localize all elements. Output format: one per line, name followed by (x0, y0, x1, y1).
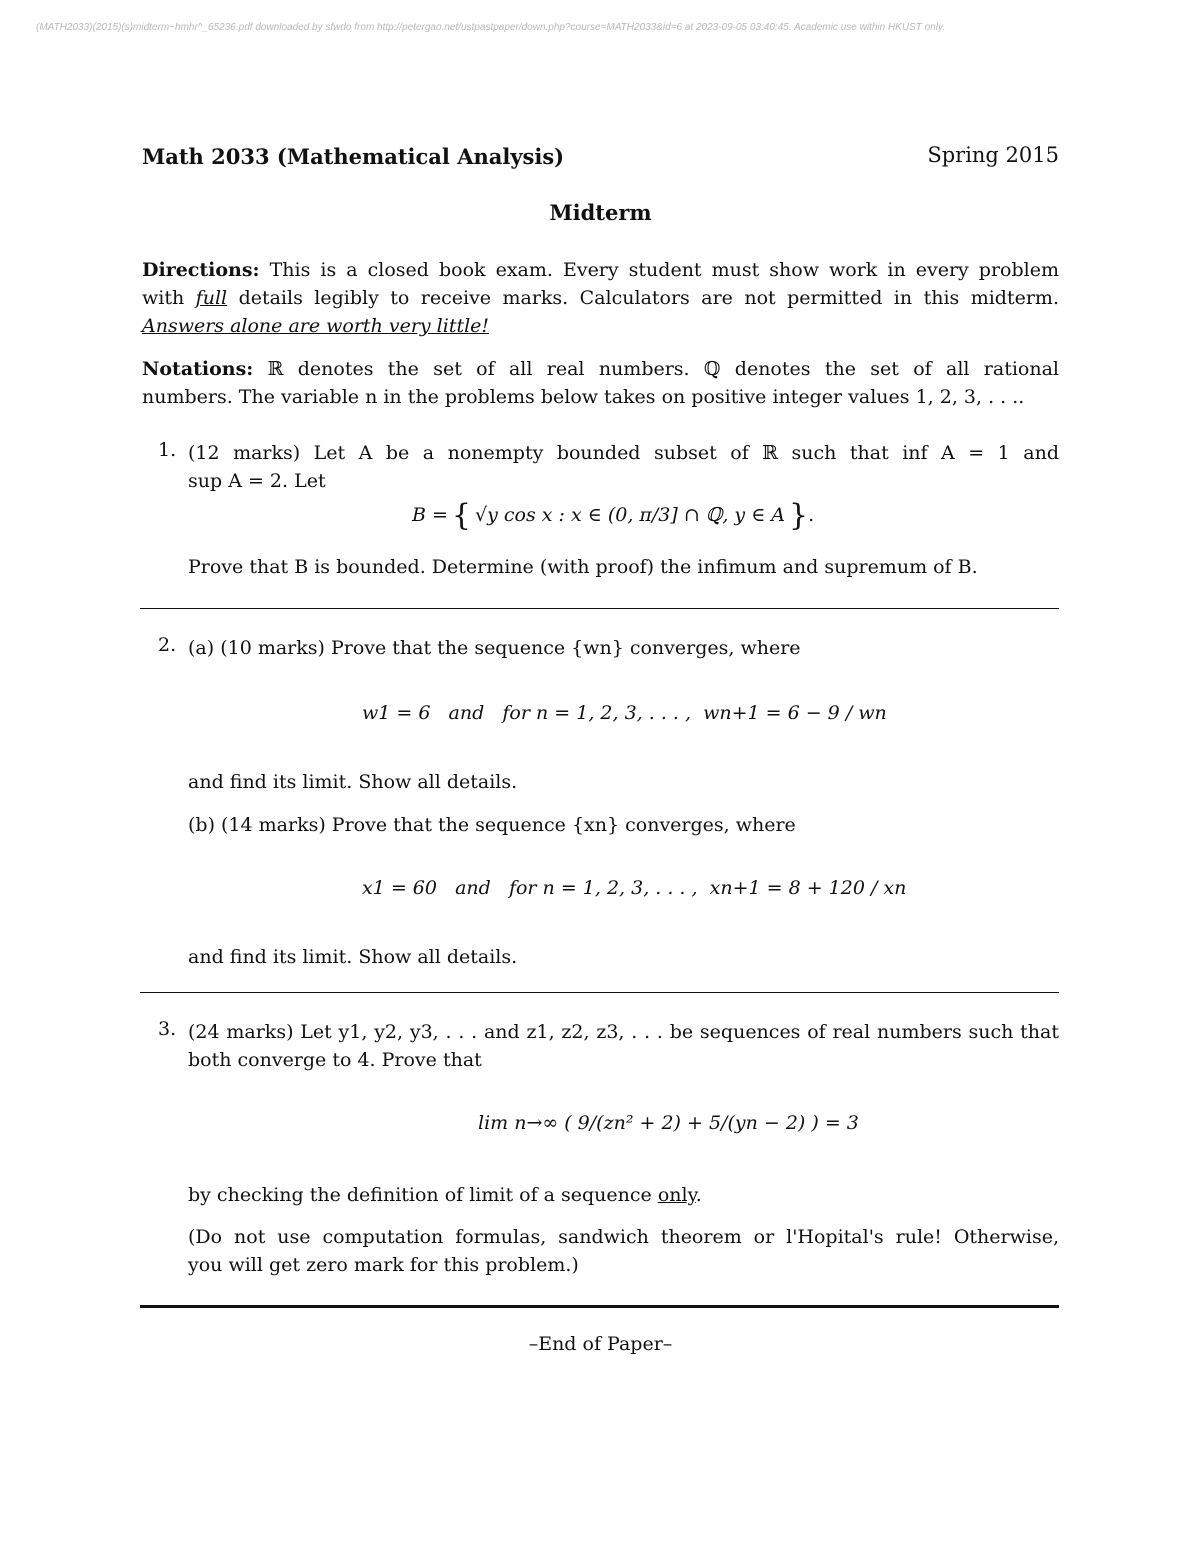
download-watermark: (MATH2033)(2015)(s)midterm~hmhr^_65236.pdf downloaded by sfwdo from http://petergao.net/ustpastpaper/down.php?course=MATH2033&id=6 at 2023-09-05 03:40:45. Academic use within HKUST only. (36, 22, 945, 33)
notations-line1: Notations: ℝ denotes the set of all real numbers. ℚ denotes the set of all rational (142, 358, 1059, 380)
section-divider (140, 992, 1059, 993)
notations-line2: numbers. The variable n in the problems below takes on positive integer values 1, 2, 3, . . .. (142, 386, 1025, 408)
emphasis-full: full (195, 287, 228, 309)
end-of-paper: –End of Paper– (528, 1333, 673, 1355)
problem3-note1: (Do not use computation formulas, sandwich theorem or l'Hopital's rule! Otherwise, (188, 1226, 1059, 1248)
course-title: Math 2033 (Mathematical Analysis) (142, 144, 565, 169)
term-label: Spring 2015 (927, 143, 1059, 167)
problem1-line2: sup A = 2. Let (188, 470, 326, 492)
directions-line1: Directions: This is a closed book exam. Every student must show work in every problem (142, 259, 1059, 281)
problem2b-closing: and find its limit. Show all details. (188, 946, 518, 968)
problem2a-intro: (a) (10 marks) Prove that the sequence {wn} converges, where (188, 637, 801, 659)
problem2b-formula: x1 = 60 and for n = 1, 2, 3, . . . , xn+1 = 8 + 120 / xn (362, 877, 907, 899)
problem1-number: 1. (158, 439, 177, 461)
problem2a-formula: w1 = 6 and for n = 1, 2, 3, . . . , wn+1 = 6 − 9 / wn (362, 702, 887, 724)
end-divider (140, 1305, 1059, 1308)
section-divider (140, 608, 1059, 609)
directions-line2: with full details legibly to receive marks. Calculators are not permitted in this midterm. (142, 287, 1059, 309)
problem3-note2: you will get zero mark for this problem.) (188, 1254, 579, 1276)
problem3-formula: lim n→∞ ( 9/(zn² + 2) + 5/(yn − 2) ) = 3 (478, 1112, 859, 1134)
problem3-line2: both converge to 4. Prove that (188, 1049, 482, 1071)
problem3-instruction: by checking the definition of limit of a sequence only. (188, 1184, 702, 1206)
problem3-line1: (24 marks) Let y1, y2, y3, . . . and z1, z2, z3, . . . be sequences of real numbers such that (188, 1021, 1059, 1043)
problem2-number: 2. (158, 634, 177, 656)
problem1-formula: B = { √y cos x : x ∈ (0, π/3] ∩ ℚ, y ∈ A } . (412, 497, 815, 533)
problem3-number: 3. (158, 1018, 177, 1040)
problem1-closing: Prove that B is bounded. Determine (with proof) the infimum and supremum of B. (188, 556, 978, 578)
directions-warning: Answers alone are worth very little! (142, 315, 490, 337)
problem2a-closing: and find its limit. Show all details. (188, 771, 518, 793)
problem1-line1: (12 marks) Let A be a nonempty bounded subset of ℝ such that inf A = 1 and (188, 442, 1059, 464)
exam-title: Midterm (549, 200, 652, 225)
emphasis-only: only (657, 1184, 696, 1206)
problem2b-intro: (b) (14 marks) Prove that the sequence {xn} converges, where (188, 814, 796, 836)
